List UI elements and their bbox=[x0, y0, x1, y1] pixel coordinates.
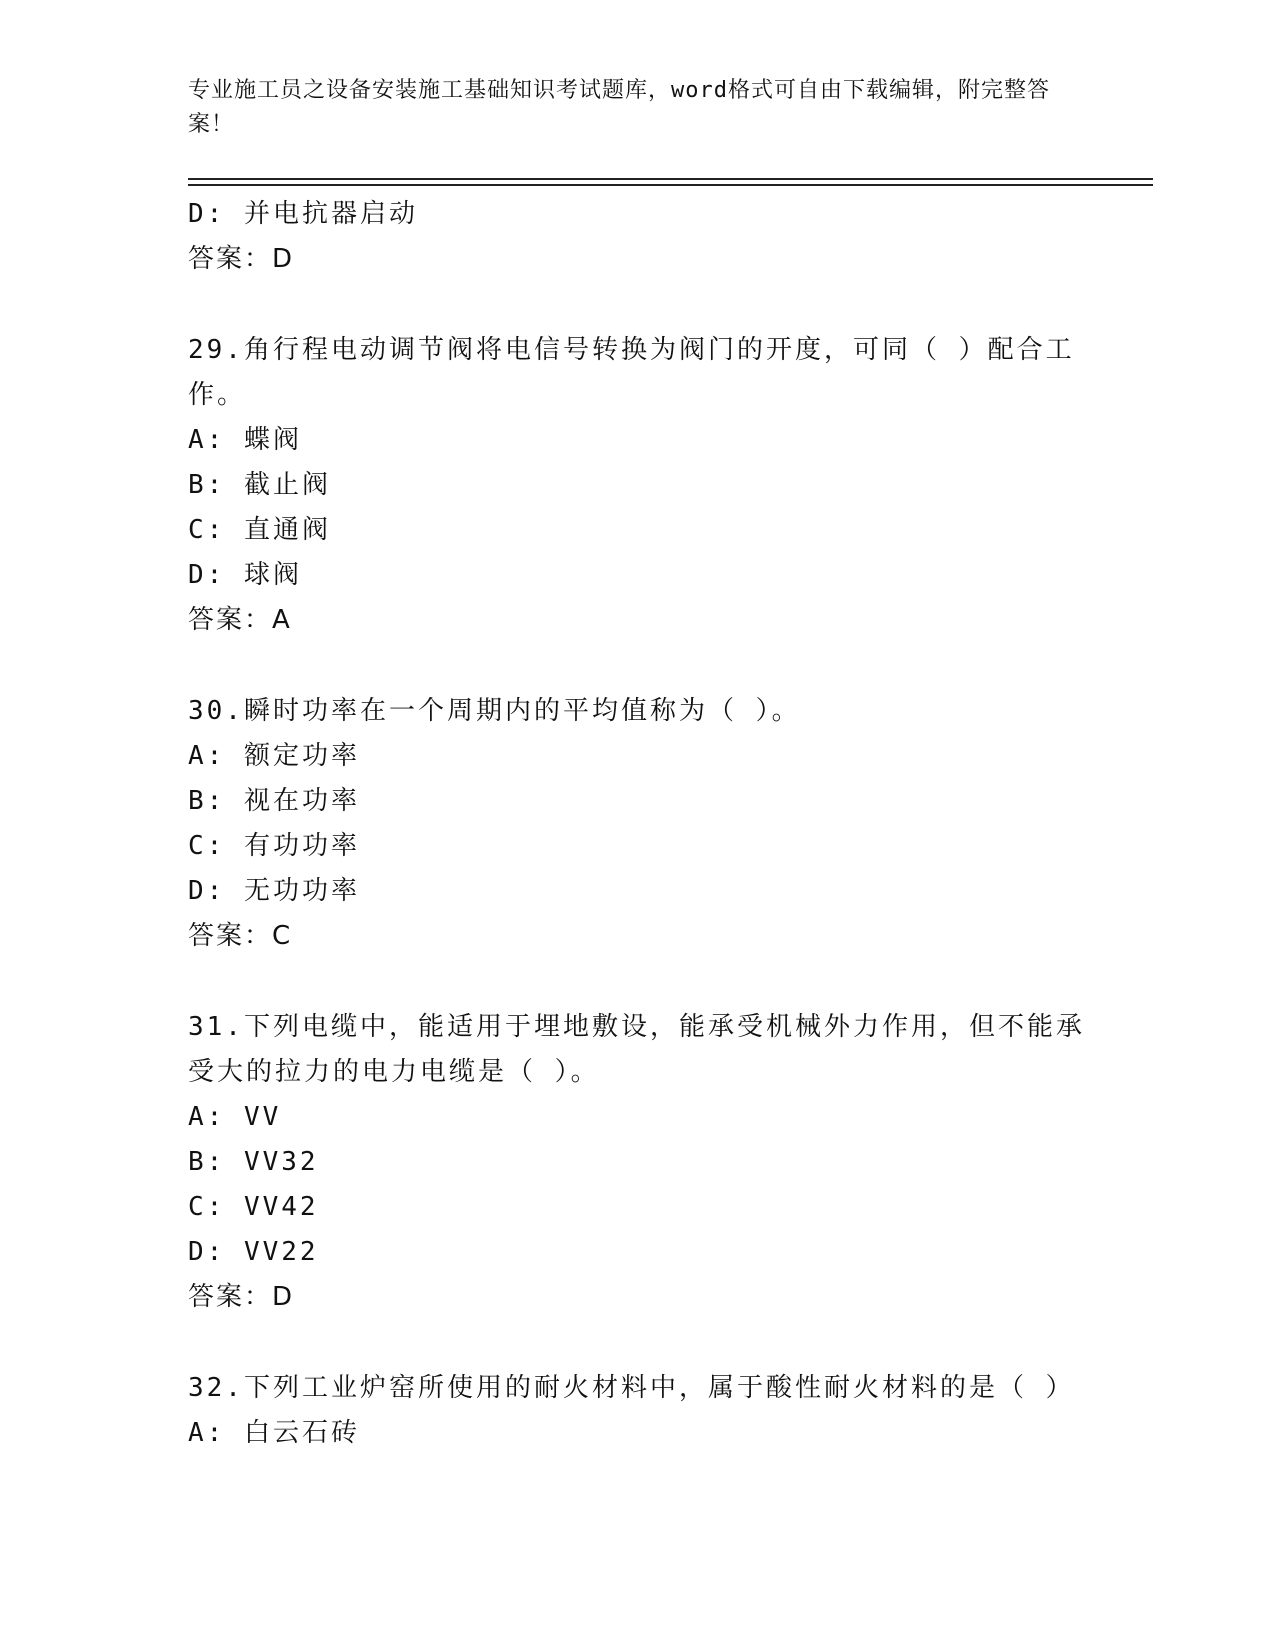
question-29 bbox=[188, 328, 1088, 643]
question-31 bbox=[188, 1005, 1088, 1320]
question-text: 31.下列电缆中，能适用于埋地敷设，能承受机械外力作用，但不能承 bbox=[188, 1012, 1085, 1042]
question-text-cont: 受大的拉力的电力电缆是（ ）。 bbox=[188, 1057, 600, 1087]
answer: 答案：D bbox=[188, 1282, 295, 1312]
option-a: A: VV bbox=[188, 1102, 282, 1132]
header-divider-bottom bbox=[188, 184, 1153, 186]
question-content bbox=[188, 192, 1088, 1456]
option-d: D: 无功功率 bbox=[188, 876, 360, 906]
question-30 bbox=[188, 689, 1088, 959]
question-32 bbox=[188, 1366, 1088, 1456]
answer: 答案：A bbox=[188, 605, 292, 635]
option-d: D: 球阀 bbox=[188, 560, 302, 590]
option-b: B: 截止阀 bbox=[188, 470, 331, 500]
answer: 答案：C bbox=[188, 921, 293, 951]
option-c: C: 直通阀 bbox=[188, 515, 331, 545]
header-divider-top bbox=[188, 178, 1153, 180]
spacer bbox=[188, 643, 1088, 689]
option-c: C: 有功功率 bbox=[188, 831, 360, 861]
option-d: D: VV22 bbox=[188, 1237, 319, 1267]
document-header: 专业施工员之设备安装施工基础知识考试题库，word格式可自由下载编辑，附完整答案！ bbox=[188, 78, 1050, 137]
option-a: A: 蝶阀 bbox=[188, 425, 302, 455]
spacer bbox=[188, 282, 1088, 328]
question-text: 30.瞬时功率在一个周期内的平均值称为（ ）。 bbox=[188, 696, 801, 726]
option-c: C: VV42 bbox=[188, 1192, 319, 1222]
spacer bbox=[188, 959, 1088, 1005]
option-a: A: 额定功率 bbox=[188, 741, 360, 771]
question-text: 32.下列工业炉窑所使用的耐火材料中，属于酸性耐火材料的是（ ） bbox=[188, 1373, 1075, 1403]
option-b: B: VV32 bbox=[188, 1147, 319, 1177]
spacer bbox=[188, 1320, 1088, 1366]
prev-option-d: D: 并电抗器启动 bbox=[188, 199, 418, 229]
option-a: A: 白云石砖 bbox=[188, 1418, 360, 1448]
prev-answer: 答案：D bbox=[188, 244, 295, 274]
option-b: B: 视在功率 bbox=[188, 786, 360, 816]
question-text: 29.角行程电动调节阀将电信号转换为阀门的开度，可同（ ）配合工 bbox=[188, 335, 1075, 365]
question-text-cont: 作。 bbox=[188, 380, 247, 410]
